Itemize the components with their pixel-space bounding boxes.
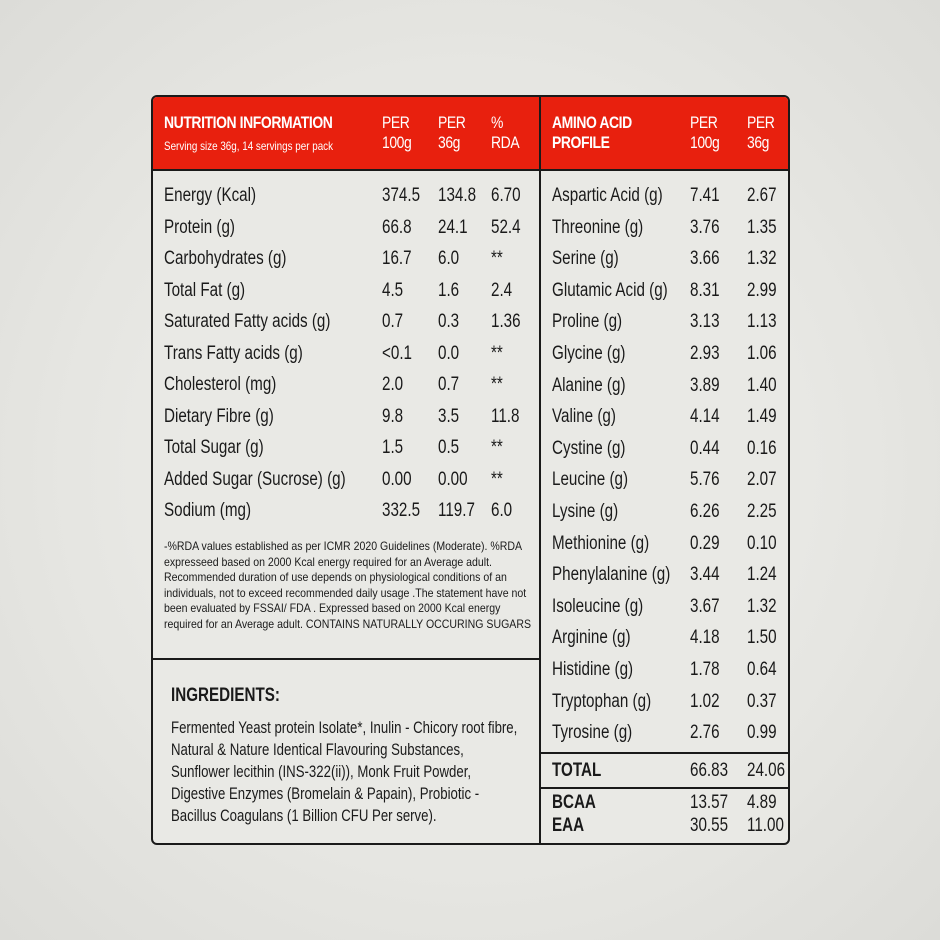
table-row [541,402,788,432]
table-row [541,718,788,748]
table-row [541,592,788,622]
eaa-row [541,814,788,838]
per36-value: 1.32 [747,595,777,617]
col-per100-label: PER 100g [382,113,412,152]
per100-value: 0.7 [382,311,404,332]
per36-value: 134.8 [438,185,477,206]
per100-value: 2.76 [690,722,720,744]
per36-value: 2.99 [747,279,777,301]
amino-name: Phenylalanine (g) [552,564,671,586]
table-row [541,465,788,495]
rda-value: ** [491,468,503,490]
table-row [541,244,788,274]
per36-value: 6.0 [438,248,460,269]
per36-value: 1.40 [747,374,777,396]
table-row [541,623,788,653]
table-row [153,339,539,369]
per36-value: 1.49 [747,406,777,428]
bcaa-row [541,791,788,815]
per36-value: 2.67 [747,185,777,206]
rda-value: ** [491,374,503,395]
bcaa-per36: 4.89 [747,792,777,813]
per100-value: 4.18 [690,627,720,649]
per100-value: 0.29 [690,532,720,554]
eaa-per100: 30.55 [690,815,729,836]
rda-value: 11.8 [491,405,520,427]
per100-value: 3.13 [690,311,720,333]
nutrition-label [151,95,790,845]
nutrient-name: Total Sugar (g) [164,437,264,458]
per100-value: 3.89 [690,374,720,396]
rda-value: 6.70 [491,185,521,206]
table-row [153,433,539,463]
table-row [541,497,788,527]
table-row [541,529,788,559]
table-row [153,465,539,495]
nutrient-name: Added Sugar (Sucrose) (g) [164,468,346,490]
col-per36-label: PER 36g [438,113,466,152]
per100-value: 1.78 [690,659,720,680]
per100-value: 2.93 [690,343,720,364]
divider [153,658,539,660]
rda-value: ** [491,437,503,458]
per100-value: 1.5 [382,437,404,458]
per36-value: 1.06 [747,343,777,364]
table-row [153,307,539,337]
amino-name: Valine (g) [552,406,616,428]
table-row [541,434,788,464]
per100-value: 0.00 [382,468,412,490]
total-per100: 66.83 [690,760,729,781]
rda-value: 52.4 [491,216,521,238]
per100-value: 6.26 [690,501,720,522]
table-row [541,371,788,401]
per36-value: 2.07 [747,469,777,491]
rda-footnote: -%RDA values established as per ICMR 2020 Guidelines (Moderate). %RDA expresseed based on 2000 Kcal energy required for an Average adult. Recommended duration of use depends on physiological conditions of an individuals, not to exceed recommended daily usage .The statement have not been evaluated by FSSAI/ FDA . Expressed based on 2000 Kcal energy required for an Average adult. CONTAINS NATURALLY OCCURING SUGARS [164,539,532,631]
nutrient-name: Trans Fatty acids (g) [164,342,303,364]
per36-value: 1.6 [438,279,460,301]
per100-value: 3.44 [690,564,720,586]
per36-value: 2.25 [747,501,777,522]
rda-value: 1.36 [491,311,521,332]
per36-value: 0.5 [438,437,460,458]
amino-title: AMINO ACID PROFILE [552,113,632,152]
bcaa-label: BCAA [552,792,596,813]
amino-name: Arginine (g) [552,627,631,649]
amino-name: Cystine (g) [552,437,626,459]
per36-value: 3.5 [438,405,460,427]
eaa-label: EAA [552,815,585,836]
table-row [153,370,539,400]
per100-value: 332.5 [382,500,421,521]
table-row [541,307,788,337]
rda-value: ** [491,342,503,364]
ingredients-text: Fermented Yeast protein Isolate*, Inulin - Chicory root fibre, Natural & Nature Identical Flavouring Substances, Sunflower lecithin (INS-322(ii)), Monk Fruit Powder, Digestive Enzymes (Bromelain & Papain), Probiotic - Bacillus Coagulans (1 Billion CFU Per serve). [171,719,518,825]
per100-value: 374.5 [382,185,421,206]
amino-name: Tyrosine (g) [552,722,633,744]
per36-value: 1.24 [747,564,777,586]
per100-value: 3.67 [690,595,720,617]
nutrient-name: Total Fat (g) [164,279,246,301]
per36-value: 24.1 [438,216,468,238]
per100-value: 3.66 [690,248,720,270]
per100-value: 66.8 [382,216,412,238]
table-row [541,560,788,590]
nutrient-name: Protein (g) [164,216,235,238]
total-label: TOTAL [552,760,602,781]
table-row [153,181,539,211]
table-row [153,276,539,306]
bcaa-per100: 13.57 [690,792,729,813]
table-row [541,181,788,211]
per100-value: 1.02 [690,690,720,712]
per36-value: 1.35 [747,216,777,238]
table-row [541,213,788,243]
per100-value: 0.44 [690,437,720,459]
amino-name: Alanine (g) [552,374,626,396]
per100-value: 5.76 [690,469,720,491]
table-row [153,496,539,526]
amino-name: Glutamic Acid (g) [552,279,668,301]
nutrition-header [153,97,539,171]
amino-name: Serine (g) [552,248,619,270]
table-row [153,213,539,243]
per36-value: 0.64 [747,659,777,680]
amino-col-per100-label: PER 100g [690,113,720,152]
per100-value: 3.76 [690,216,720,238]
per100-value: 4.14 [690,406,720,428]
amino-col-per36-label: PER 36g [747,113,775,152]
amino-total-row [541,756,788,786]
per100-value: 4.5 [382,279,404,301]
per36-value: 1.32 [747,248,777,270]
table-row [153,244,539,274]
amino-name: Methionine (g) [552,532,650,554]
amino-name: Proline (g) [552,311,623,333]
per36-value: 0.37 [747,690,777,712]
per100-value: 2.0 [382,374,404,395]
per36-value: 0.99 [747,722,777,744]
per36-value: 1.50 [747,627,777,649]
amino-name: Threonine (g) [552,216,644,238]
table-row [153,402,539,432]
per36-value: 0.0 [438,342,460,364]
nutrient-name: Sodium (mg) [164,500,251,521]
nutrition-title: NUTRITION INFORMATION [164,113,333,132]
per36-value: 0.7 [438,374,460,395]
per100-value: 16.7 [382,248,412,269]
amino-header [541,97,788,171]
per36-value: 0.3 [438,311,460,332]
per36-value: 1.13 [747,311,777,333]
total-per36: 24.06 [747,760,786,781]
amino-name: Lysine (g) [552,501,619,522]
table-row [541,339,788,369]
amino-name: Glycine (g) [552,343,626,364]
col-rda-label: % RDA [491,113,520,152]
amino-name: Tryptophan (g) [552,690,652,712]
nutrient-name: Saturated Fatty acids (g) [164,311,331,332]
per100-value: 7.41 [690,185,720,206]
eaa-per36: 11.00 [747,815,784,836]
ingredients-title: INGREDIENTS: [171,685,280,706]
rda-value: ** [491,248,503,269]
serving-size: Serving size 36g, 14 servings per pack [164,139,334,153]
per100-value: <0.1 [382,342,413,364]
amino-name: Histidine (g) [552,659,634,680]
divider [541,787,788,789]
table-row [541,655,788,685]
per36-value: 0.16 [747,437,777,459]
amino-name: Aspartic Acid (g) [552,185,663,206]
per100-value: 9.8 [382,405,404,427]
rda-value: 6.0 [491,500,513,521]
table-row [541,687,788,717]
table-row [541,276,788,306]
nutrient-name: Carbohydrates (g) [164,248,287,269]
amino-name: Leucine (g) [552,469,629,491]
amino-panel [541,97,788,843]
nutrition-panel [153,97,541,843]
per36-value: 0.00 [438,468,468,490]
per36-value: 119.7 [438,500,475,521]
per100-value: 8.31 [690,279,720,301]
nutrient-name: Energy (Kcal) [164,185,257,206]
per36-value: 0.10 [747,532,777,554]
nutrient-name: Dietary Fibre (g) [164,405,274,427]
rda-value: 2.4 [491,279,513,301]
amino-name: Isoleucine (g) [552,595,644,617]
nutrient-name: Cholesterol (mg) [164,374,277,395]
divider [541,752,788,754]
